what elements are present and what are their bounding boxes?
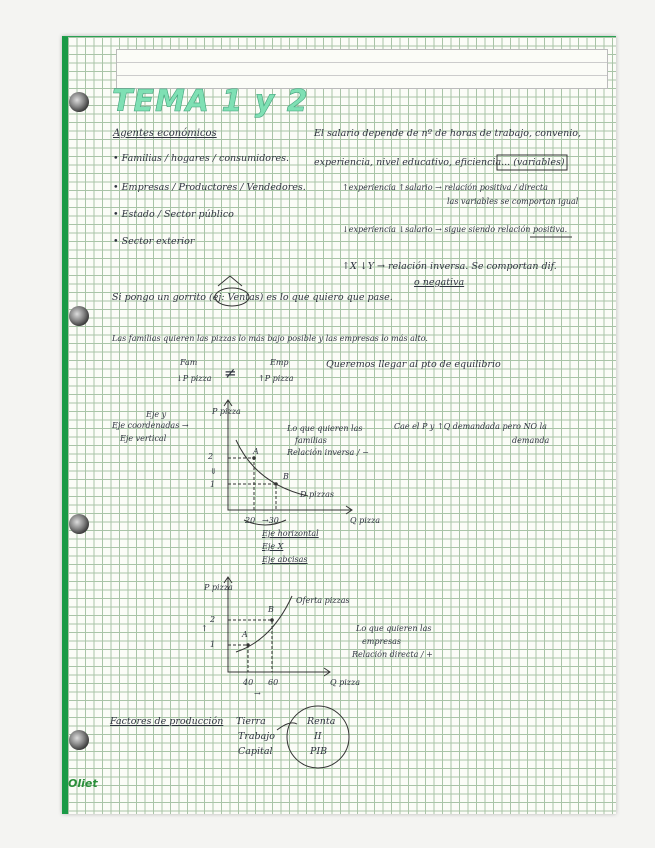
agent-item: • Familias / hogares / consumidores. xyxy=(113,153,290,164)
guide-b xyxy=(228,484,276,510)
circle-item: Renta xyxy=(307,716,336,727)
graph2-up-arrow: ↑ xyxy=(201,624,208,633)
eje-abcisas-label: Eje abcisas xyxy=(262,555,308,564)
graph2-right-arrow: → xyxy=(254,689,261,698)
variables-box xyxy=(497,155,567,170)
graph1-note: Lo que quieren las xyxy=(287,424,363,433)
salary-line: El salario depende de nº de horas de trabajo, convenio, xyxy=(314,128,582,139)
demand-curve-label: D pizzas xyxy=(300,490,334,499)
positive-relation: ↑experiencia ↑salario → relación positiva / directa xyxy=(342,183,548,192)
circle-item: PIB xyxy=(310,746,328,757)
graph1-x-label: Q pizza xyxy=(350,516,380,525)
graph1-down-arrow: ⇓ xyxy=(210,467,217,476)
ventas-circle xyxy=(215,288,249,306)
supply-curve xyxy=(236,596,292,652)
agents-heading: Agentes económicos xyxy=(113,128,217,139)
fam-arrow: ↓P pizza xyxy=(176,374,212,383)
supply-curve-label: Oferta pizzas xyxy=(296,596,350,605)
salary-line: experiencia, nivel educativo, eficiencia... (variables) xyxy=(314,157,565,168)
factor-item: Trabajo xyxy=(238,731,275,742)
fam-label: Fam xyxy=(180,358,198,367)
graph2-tick-y1: 1 xyxy=(210,640,216,649)
graph1-tick-x1: 20 xyxy=(245,516,256,525)
graph2-note: Lo que quieren las xyxy=(356,624,432,633)
demand-curve xyxy=(236,440,308,496)
graph2-tick-x1: 40 xyxy=(243,678,254,687)
graph1-tick-x2: →30 xyxy=(262,516,279,525)
graph2-note: empresas xyxy=(362,637,401,646)
page-title: TEMA 1 y 2 xyxy=(112,84,309,119)
eje-horizontal-label: Eje horizontal xyxy=(262,529,319,538)
factors-heading: Factores de producción xyxy=(110,716,224,727)
emp-label: Emp xyxy=(270,358,289,367)
equilibrium-note: Queremos llegar al pto de equilibrio xyxy=(326,359,501,370)
graph1-right-note: Cae el P y ↑Q demandada pero NO la xyxy=(394,422,547,431)
graph2-point-a: A xyxy=(242,630,248,639)
inverse-relation: ↑X ↓Y → relación inversa. Se comportan dif. xyxy=(342,261,557,272)
eje-coord-label: Eje coordenadas → xyxy=(112,421,189,430)
graph1-point-a: A xyxy=(253,447,259,456)
graph2-x-label: Q pizza xyxy=(330,678,360,687)
factor-item: Tierra xyxy=(236,716,266,727)
factor-arrow xyxy=(277,723,297,730)
ventas-note: Si pongo un gorrito (ej: Ventas) es lo que quiero que pase. xyxy=(112,292,393,303)
graph2-point-b: B xyxy=(268,605,274,614)
eje-vertical-label: Eje vertical xyxy=(120,434,167,443)
graph2-y-label: P pizza xyxy=(204,583,233,592)
circle-item: II xyxy=(314,731,322,742)
brand-logo: Oliet xyxy=(68,777,98,790)
graph2-tick-x2: 60 xyxy=(268,678,279,687)
not-equal: ≠ xyxy=(224,364,237,382)
graph2-note: Relación directa / + xyxy=(352,650,433,659)
graph1-axes xyxy=(228,400,352,510)
graph1-point-b: B xyxy=(283,472,289,481)
graph2-tick-y2: 2 xyxy=(210,615,216,624)
eje-y-label: Eje y xyxy=(146,410,167,419)
agent-item: • Sector exterior xyxy=(113,236,195,247)
emp-arrow: ↑P pizza xyxy=(258,374,294,383)
guide-a2 xyxy=(228,645,248,672)
factors-circle xyxy=(287,706,349,768)
agent-item: • Estado / Sector público xyxy=(113,209,234,220)
graph1-note: Relación inversa / − xyxy=(287,448,369,457)
positive-note: las variables se comportan igual xyxy=(447,197,579,206)
inverse-note: o negativa xyxy=(414,277,465,288)
hat-mark xyxy=(218,276,242,286)
graph2-axes xyxy=(228,577,330,672)
positive-relation-neg: ↓experiencia ↓salario → sigue siendo relación positiva. xyxy=(342,225,568,234)
families-note: Las familias quieren las pizzas lo más bajo posible y las empresas lo más alto. xyxy=(112,334,428,343)
graph1-tick-y1: 1 xyxy=(210,480,216,489)
eje-x-label: Eje X xyxy=(262,542,284,551)
graph1-y-label: P pizza xyxy=(212,407,241,416)
factor-item: Capital xyxy=(238,746,273,757)
graph1-right-note: demanda xyxy=(512,436,550,445)
agent-item: • Empresas / Productores / Vendedores. xyxy=(113,182,306,193)
brace xyxy=(244,520,286,525)
graph1-note: familias xyxy=(295,436,327,445)
graph1-tick-y2: 2 xyxy=(208,452,214,461)
